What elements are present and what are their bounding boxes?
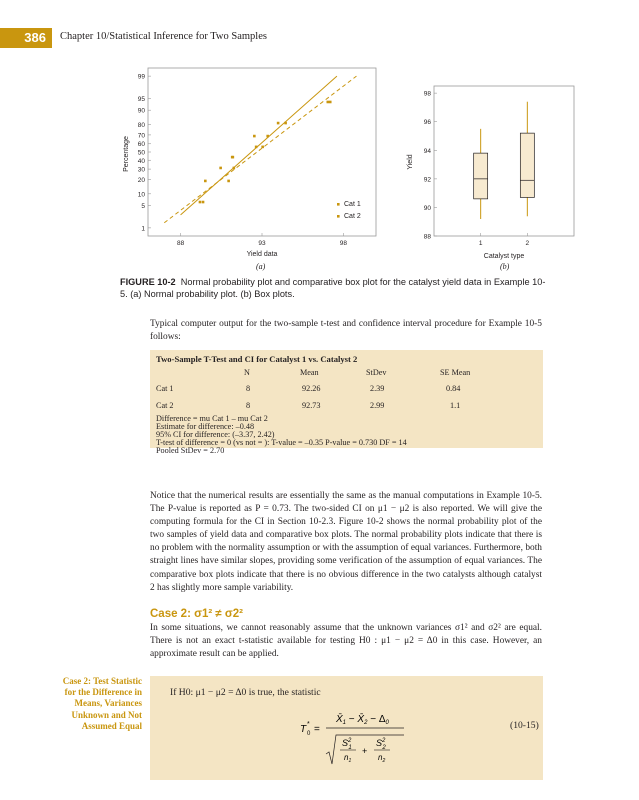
output-line: Estimate for difference: –0.48 <box>156 422 255 431</box>
y-tick-label: 88 <box>423 233 431 241</box>
figure-caption <box>120 276 550 300</box>
output-line: T-test of difference = 0 (vs not = ): T-value = –0.35 P-value = 0.730 DF = 14 <box>156 438 407 447</box>
row-mean: 92.26 <box>302 384 321 393</box>
svg-text:X̄1 − X̄2 − Δ0: $X̄_1$ − $X̄_2 - \Delta_0$ <box>336 714 389 726</box>
y-tick-label: 40 <box>137 157 145 165</box>
panel-b-label: (b) <box>500 262 510 271</box>
comparative-box-plot <box>398 82 578 264</box>
fit-line-cat-2 <box>164 76 356 223</box>
y-tick-label: 60 <box>137 141 145 149</box>
header-stdev: StDev <box>366 368 387 377</box>
y-tick-label: 98 <box>423 90 431 98</box>
row-stdev: 2.39 <box>370 384 385 393</box>
x-axis-label: Yield data <box>246 251 278 258</box>
margin-note: Case 2: Test Statistic for the Difference in Means, Variances Unknown and Not Assumed Equal <box>62 676 142 731</box>
y-tick-label: 92 <box>423 176 431 184</box>
svg-text:*: * <box>307 721 310 728</box>
row-n: 8 <box>246 384 251 393</box>
svg-text:T: T <box>300 724 307 735</box>
svg-text:=: = <box>314 724 320 735</box>
data-point <box>231 156 234 159</box>
discussion-paragraph: Notice that the numerical results are essentially the same as the manual computations in Example 10-5. The P-value is reported as P = 0.73. The two-sided CI on μ1 − μ2 is also reported. We will give the computing formula for the CI in Section 10-2.3. Figure 10-2 shows the normal probability plot of the two samples of yield data and comparative box plots. The normal probability plots indicate that there is no problem with the normality assumption or with the assumption of equal variances. Furthermore, both straight lines have similar slopes, providing some verification of the assumption of equal variances. The comparative box plots indicate that there is no obvious difference in the two catalysts although catalyst 2 has slightly more sample variability. <box>150 491 542 593</box>
case2-paragraph: In some situations, we cannot reasonably assume that the unknown variances σ1² and σ2² are equal. There is not an exact t-statistic available for testing H0 : μ1 − μ2 = Δ0 in this case. However, an approximate result can be applied. <box>150 623 542 660</box>
svg-text:n2: $n_2$ <box>378 753 386 764</box>
y-tick-label: 70 <box>137 132 145 140</box>
data-point <box>277 122 280 125</box>
fit-line-cat-1 <box>181 76 337 215</box>
equation-statement: If H0: μ1 − μ2 = Δ0 is true, the statistic <box>170 687 321 698</box>
y-tick-label: 95 <box>137 95 145 103</box>
x-axis-label: Catalyst type <box>483 253 525 260</box>
header-mean: Mean <box>300 368 319 377</box>
equation-box <box>150 676 543 780</box>
y-axis-label: Yield <box>407 154 414 170</box>
data-point <box>266 135 269 138</box>
caption-label: FIGURE 10-2 <box>120 277 176 287</box>
x-tick-label: 2 <box>525 240 530 247</box>
data-point <box>326 101 329 104</box>
x-tick-label: 98 <box>339 240 348 247</box>
data-point <box>202 201 205 204</box>
header-se-mean: SE Mean <box>440 368 471 377</box>
output-line: Difference = mu Cat 1 – mu Cat 2 <box>156 414 268 423</box>
y-tick-label: 20 <box>137 176 145 184</box>
data-point <box>284 122 287 125</box>
x-tick-label: 93 <box>258 240 266 247</box>
y-tick-label: 96 <box>423 119 431 127</box>
legend-label: Cat 1 <box>344 201 361 208</box>
legend-marker <box>337 215 340 218</box>
computer-output-box <box>150 350 543 455</box>
header-n: N <box>244 368 250 377</box>
data-point <box>253 135 256 138</box>
y-tick-label: 90 <box>423 204 431 212</box>
output-line: Pooled StDev = 2.70 <box>156 446 225 455</box>
output-line: 95% CI for difference: (–3.37, 2.42) <box>156 430 275 439</box>
svg-text:+: + <box>362 746 368 756</box>
y-tick-label: 1 <box>141 225 145 233</box>
row-stdev: 2.99 <box>370 401 385 410</box>
legend-label: Cat 2 <box>344 213 361 220</box>
row-se: 0.84 <box>446 384 461 393</box>
y-axis-label: Percentage <box>123 136 130 172</box>
y-tick-label: 5 <box>141 203 145 211</box>
svg-text:0: 0 <box>307 731 311 737</box>
case2-heading: Case 2: σ1² ≠ σ2² <box>150 608 243 620</box>
data-point <box>199 201 202 204</box>
x-tick-label: 88 <box>176 240 185 247</box>
data-point <box>233 167 236 170</box>
panel-a-label: (a) <box>256 262 266 271</box>
y-tick-label: 50 <box>137 149 145 157</box>
page-number: 386 <box>0 28 52 48</box>
caption-text: Normal probability plot and comparative box plot for the catalyst yield data in Example 10-5. (a) Normal probability plot. (b) Box plots. <box>120 277 546 299</box>
row-se: 1.1 <box>450 401 461 410</box>
row-mean: 92.73 <box>302 401 321 410</box>
y-tick-label: 99 <box>137 73 145 81</box>
running-head: Chapter 10/Statistical Inference for Two Samples <box>60 31 267 42</box>
y-tick-label: 90 <box>137 107 145 115</box>
svg-text:S21: $S^2$ 1 <box>342 738 352 751</box>
data-point <box>255 146 258 149</box>
box <box>474 153 488 199</box>
legend-marker <box>337 203 340 206</box>
svg-text:S22: $S^2$ 2 <box>376 738 386 751</box>
row-n: 8 <box>246 401 251 410</box>
data-point <box>227 180 230 183</box>
box <box>520 133 534 197</box>
y-tick-label: 30 <box>137 166 145 174</box>
y-tick-label: 80 <box>137 122 145 130</box>
data-point <box>261 146 264 149</box>
y-tick-label: 10 <box>137 191 145 199</box>
normal-probability-plot <box>112 64 382 264</box>
output-title: Two-Sample T-Test and CI for Catalyst 1 vs. Catalyst 2 <box>156 354 358 364</box>
data-point <box>329 101 332 104</box>
row-name: Cat 2 <box>156 401 174 410</box>
test-statistic-formula <box>300 704 420 772</box>
svg-text:n1: $n_1$ <box>344 753 352 764</box>
row-name: Cat 1 <box>156 384 174 393</box>
data-point <box>204 180 207 183</box>
y-tick-label: 94 <box>423 147 431 155</box>
equation-number: (10-15) <box>510 720 539 731</box>
intro-paragraph: Typical computer output for the two-sample t-test and confidence interval procedure for Example 10-5 follows: <box>150 319 542 343</box>
x-tick-label: 1 <box>478 240 483 247</box>
data-point <box>219 167 222 170</box>
